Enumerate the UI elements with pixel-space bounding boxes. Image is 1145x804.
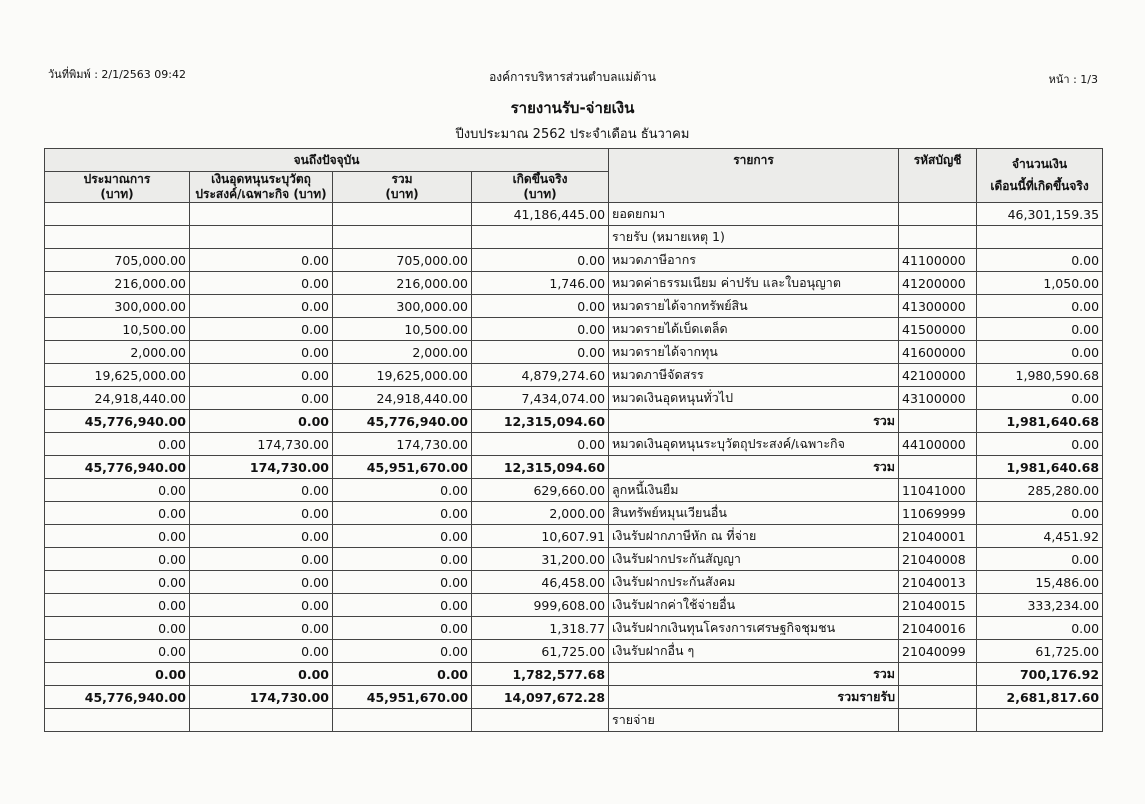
budget-cell: 10,500.00 [45,318,190,341]
total-cell: 45,951,670.00 [333,686,472,709]
table-row [45,594,1103,617]
actual-cell [472,709,609,732]
item-cell: รวม [609,456,899,479]
month-cell: 0.00 [977,548,1103,571]
month-cell: 1,050.00 [977,272,1103,295]
subsidy-cell: 0.00 [190,640,333,663]
table-row [45,479,1103,502]
month-cell: 0.00 [977,387,1103,410]
table-row [45,203,1103,226]
item-cell: เงินรับฝากประกันสัญญา [609,548,899,571]
actual-cell: 41,186,445.00 [472,203,609,226]
budget-cell: 0.00 [45,594,190,617]
table-row [45,525,1103,548]
total-cell [333,709,472,732]
subsidy-cell: 0.00 [190,548,333,571]
code-cell: 21040099 [899,640,977,663]
code-cell: 41100000 [899,249,977,272]
actual-cell: 4,879,274.60 [472,364,609,387]
total-cell [333,226,472,249]
subsidy-cell [190,709,333,732]
actual-header: เกิดขึ้นจริง (บาท) [472,172,609,203]
month-cell: 0.00 [977,617,1103,640]
budget-cell: 0.00 [45,617,190,640]
subsidy-cell: 174,730.00 [190,433,333,456]
month-cell: 1,980,590.68 [977,364,1103,387]
budget-cell: 0.00 [45,502,190,525]
code-cell [899,709,977,732]
report-table [44,148,1103,732]
item-cell: ยอดยกมา [609,203,899,226]
code-cell: 41600000 [899,341,977,364]
item-cell: ลูกหนี้เงินยืม [609,479,899,502]
item-header: รายการ [609,149,899,203]
code-cell: 11069999 [899,502,977,525]
month-cell: 285,280.00 [977,479,1103,502]
code-header: รหัสบัญชี [899,149,977,203]
page-number: หน้า : 1/3 [1048,73,1098,86]
table-row [45,226,1103,249]
subsidy-cell: 0.00 [190,594,333,617]
code-cell: 21040013 [899,571,977,594]
month-cell [977,709,1103,732]
total-cell: 24,918,440.00 [333,387,472,410]
report-subtitle: ปีงบประมาณ 2562 ประจำเดือน ธันวาคม [455,127,690,142]
budget-cell: 0.00 [45,433,190,456]
total-row [45,663,1103,686]
month-header: จำนวนเงิน เดือนนี้ที่เกิดขึ้นจริง [977,149,1103,203]
actual-cell: 12,315,094.60 [472,456,609,479]
item-cell: เงินรับฝากภาษีหัก ณ ที่จ่าย [609,525,899,548]
budget-cell: 216,000.00 [45,272,190,295]
subsidy-cell [190,203,333,226]
month-cell: 2,681,817.60 [977,686,1103,709]
subsidy-cell: 0.00 [190,318,333,341]
code-cell [899,410,977,433]
subsidy-cell: 0.00 [190,479,333,502]
total-row [45,686,1103,709]
budget-cell: 0.00 [45,548,190,571]
table-row [45,272,1103,295]
budget-cell: 300,000.00 [45,295,190,318]
code-cell: 43100000 [899,387,977,410]
item-cell: หมวดภาษีจัดสรร [609,364,899,387]
item-cell: เงินรับฝากอื่น ๆ [609,640,899,663]
subsidy-cell: 0.00 [190,502,333,525]
table-row [45,341,1103,364]
item-cell: หมวดค่าธรรมเนียม ค่าปรับ และใบอนุญาต [609,272,899,295]
code-cell [899,203,977,226]
item-cell: รวมรายรับ [609,686,899,709]
organization-name: องค์การบริหารส่วนตำบลแม่ต้าน [489,70,656,84]
total-cell: 0.00 [333,479,472,502]
code-cell: 21040001 [899,525,977,548]
budget-cell: 24,918,440.00 [45,387,190,410]
month-cell: 0.00 [977,341,1103,364]
table-row [45,548,1103,571]
budget-cell: 0.00 [45,571,190,594]
actual-cell [472,226,609,249]
code-cell: 11041000 [899,479,977,502]
subsidy-cell: 0.00 [190,249,333,272]
item-cell: รวม [609,410,899,433]
subsidy-cell: 0.00 [190,364,333,387]
code-cell: 42100000 [899,364,977,387]
item-cell: หมวดรายได้จากทุน [609,341,899,364]
subsidy-cell: 0.00 [190,525,333,548]
total-cell: 2,000.00 [333,341,472,364]
total-cell: 0.00 [333,548,472,571]
actual-cell: 1,746.00 [472,272,609,295]
item-cell: รายจ่าย [609,709,899,732]
total-row [45,410,1103,433]
subsidy-cell: 0.00 [190,341,333,364]
total-cell: 174,730.00 [333,433,472,456]
code-cell [899,686,977,709]
item-cell: หมวดเงินอุดหนุนทั่วไป [609,387,899,410]
code-cell: 21040016 [899,617,977,640]
code-cell: 41500000 [899,318,977,341]
month-cell: 61,725.00 [977,640,1103,663]
total-cell: 19,625,000.00 [333,364,472,387]
budget-cell: 45,776,940.00 [45,410,190,433]
item-cell: หมวดภาษีอากร [609,249,899,272]
total-cell: 216,000.00 [333,272,472,295]
subsidy-cell: 174,730.00 [190,686,333,709]
table-row [45,364,1103,387]
subsidy-cell: 0.00 [190,571,333,594]
budget-cell: 19,625,000.00 [45,364,190,387]
month-cell: 1,981,640.68 [977,456,1103,479]
table-row [45,617,1103,640]
code-cell: 21040008 [899,548,977,571]
item-cell: หมวดเงินอุดหนุนระบุวัตถุประสงค์/เฉพาะกิจ [609,433,899,456]
month-cell [977,226,1103,249]
budget-cell: 705,000.00 [45,249,190,272]
table-row [45,318,1103,341]
month-cell: 0.00 [977,249,1103,272]
total-cell: 0.00 [333,594,472,617]
total-cell: 45,951,670.00 [333,456,472,479]
actual-cell: 10,607.91 [472,525,609,548]
item-cell: เงินรับฝากเงินทุนโครงการเศรษฐกิจชุมชน [609,617,899,640]
actual-cell: 0.00 [472,295,609,318]
subsidy-cell: 0.00 [190,295,333,318]
code-cell: 41300000 [899,295,977,318]
budget-cell [45,226,190,249]
report-rows [45,203,1103,732]
subsidy-cell: 0.00 [190,617,333,640]
item-cell: รวม [609,663,899,686]
actual-cell: 0.00 [472,341,609,364]
total-cell: 45,776,940.00 [333,410,472,433]
total-cell: 0.00 [333,502,472,525]
table-row [45,571,1103,594]
table-row [45,640,1103,663]
budget-cell: 0.00 [45,663,190,686]
budget-cell [45,709,190,732]
total-cell: 0.00 [333,571,472,594]
month-cell: 46,301,159.35 [977,203,1103,226]
actual-cell: 14,097,672.28 [472,686,609,709]
month-cell: 4,451.92 [977,525,1103,548]
print-date: วันที่พิมพ์ : 2/1/2563 09:42 [48,68,186,81]
budget-cell: 45,776,940.00 [45,456,190,479]
actual-cell: 629,660.00 [472,479,609,502]
budget-cell: 0.00 [45,640,190,663]
item-cell: รายรับ (หมายเหตุ 1) [609,226,899,249]
report-title: รายงานรับ-จ่ายเงิน [510,99,635,117]
actual-cell: 31,200.00 [472,548,609,571]
total-cell: 300,000.00 [333,295,472,318]
group-header: จนถึงปัจจุบัน [45,149,609,172]
total-row [45,456,1103,479]
budget-cell: 2,000.00 [45,341,190,364]
code-cell [899,226,977,249]
subsidy-cell: 0.00 [190,272,333,295]
actual-cell: 0.00 [472,318,609,341]
actual-cell: 7,434,074.00 [472,387,609,410]
code-cell: 21040015 [899,594,977,617]
subsidy-cell: 0.00 [190,387,333,410]
subsidy-cell: 0.00 [190,410,333,433]
total-cell: 0.00 [333,525,472,548]
table-row [45,433,1103,456]
actual-cell: 12,315,094.60 [472,410,609,433]
subsidy-cell [190,226,333,249]
table-row [45,502,1103,525]
actual-cell: 61,725.00 [472,640,609,663]
budget-cell [45,203,190,226]
code-cell [899,663,977,686]
budget-cell: 0.00 [45,479,190,502]
item-cell: เงินรับฝากค่าใช้จ่ายอื่น [609,594,899,617]
subsidy-cell: 0.00 [190,663,333,686]
subsidy-header: เงินอุดหนุนระบุวัตถุ ประสงค์/เฉพาะกิจ (บาท) [190,172,333,203]
subsidy-cell: 174,730.00 [190,456,333,479]
month-cell: 0.00 [977,502,1103,525]
actual-cell: 999,608.00 [472,594,609,617]
budget-cell: 0.00 [45,525,190,548]
actual-cell: 2,000.00 [472,502,609,525]
actual-cell: 46,458.00 [472,571,609,594]
actual-cell: 0.00 [472,249,609,272]
item-cell: หมวดรายได้เบ็ดเตล็ด [609,318,899,341]
code-cell: 44100000 [899,433,977,456]
table-row [45,709,1103,732]
actual-cell: 1,782,577.68 [472,663,609,686]
item-cell: สินทรัพย์หมุนเวียนอื่น [609,502,899,525]
budget-header: ประมาณการ (บาท) [45,172,190,203]
total-cell: 10,500.00 [333,318,472,341]
total-cell: 705,000.00 [333,249,472,272]
actual-cell: 1,318.77 [472,617,609,640]
month-cell: 0.00 [977,295,1103,318]
table-row [45,295,1103,318]
month-cell: 0.00 [977,318,1103,341]
actual-cell: 0.00 [472,433,609,456]
total-cell: 0.00 [333,617,472,640]
month-cell: 15,486.00 [977,571,1103,594]
total-cell: 0.00 [333,663,472,686]
total-cell: 0.00 [333,640,472,663]
code-cell: 41200000 [899,272,977,295]
item-cell: หมวดรายได้จากทรัพย์สิน [609,295,899,318]
code-cell [899,456,977,479]
month-cell: 333,234.00 [977,594,1103,617]
month-cell: 1,981,640.68 [977,410,1103,433]
item-cell: เงินรับฝากประกันสังคม [609,571,899,594]
total-cell [333,203,472,226]
table-row [45,249,1103,272]
table-row [45,387,1103,410]
budget-cell: 45,776,940.00 [45,686,190,709]
total-header: รวม (บาท) [333,172,472,203]
month-cell: 700,176.92 [977,663,1103,686]
month-cell: 0.00 [977,433,1103,456]
